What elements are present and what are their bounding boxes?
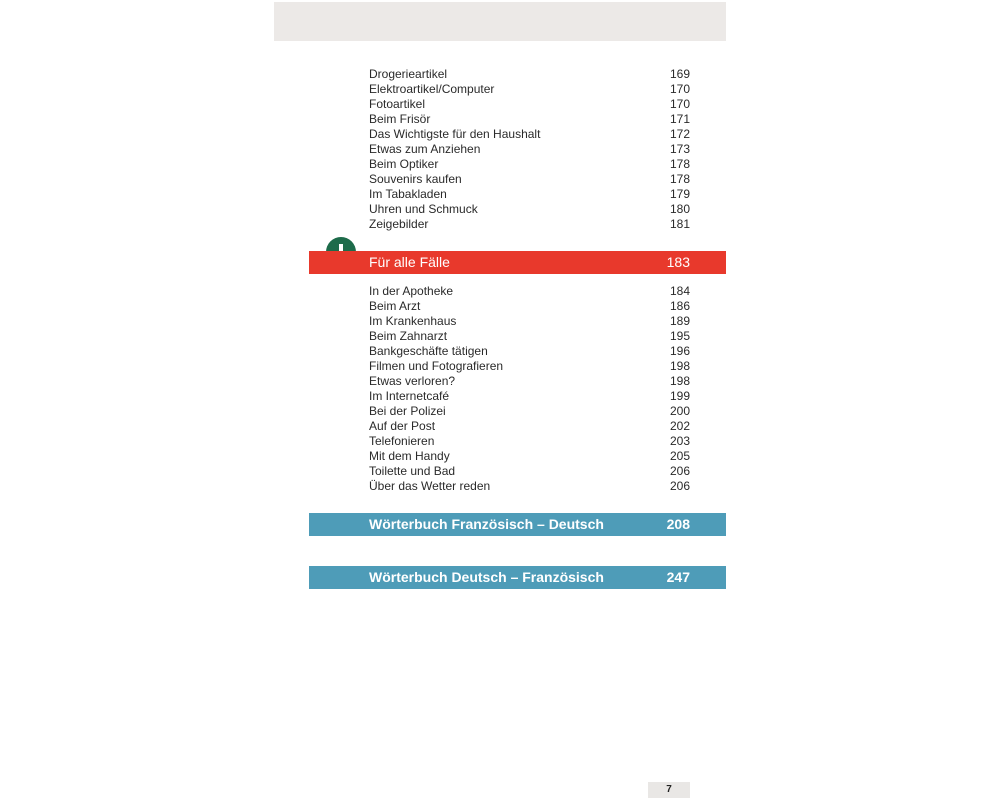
chapter-bar-dictionary-de-fr[interactable] xyxy=(309,566,726,589)
toc-entry[interactable] xyxy=(369,202,690,217)
toc-entry-page: 172 xyxy=(669,127,690,141)
toc-entry-label: Beim Optiker xyxy=(369,157,439,171)
chapter-title: Für alle Fälle xyxy=(369,254,450,270)
toc-entry[interactable] xyxy=(369,344,690,359)
chapter-page: 183 xyxy=(666,254,690,270)
toc-entry-page: 206 xyxy=(669,464,690,478)
toc-entry[interactable] xyxy=(369,284,690,299)
toc-entry-page: 198 xyxy=(669,374,690,388)
toc-entry[interactable] xyxy=(369,217,690,232)
header-band xyxy=(274,2,726,41)
toc-entry-label: In der Apotheke xyxy=(369,284,454,298)
toc-entry-label: Telefonieren xyxy=(369,434,435,448)
toc-entry-label: Beim Arzt xyxy=(369,299,421,313)
toc-entry[interactable] xyxy=(369,479,690,494)
toc-entry-page: 206 xyxy=(669,479,690,493)
toc-entry-page: 180 xyxy=(669,202,690,216)
toc-list-shopping xyxy=(369,67,690,232)
toc-entry-page: 198 xyxy=(669,359,690,373)
toc-entry[interactable] xyxy=(369,157,690,172)
toc-entry-page: 181 xyxy=(669,217,690,231)
toc-entry-label: Beim Frisör xyxy=(369,112,431,126)
toc-entry-page: 195 xyxy=(669,329,690,343)
toc-entry-label: Mit dem Handy xyxy=(369,449,450,463)
toc-entry[interactable] xyxy=(369,434,690,449)
toc-entry[interactable] xyxy=(369,419,690,434)
toc-entry-label: Auf der Post xyxy=(369,419,436,433)
chapter-title: Wörterbuch Französisch – Deutsch xyxy=(369,516,604,532)
toc-entry-label: Fotoartikel xyxy=(369,97,426,111)
toc-entry-label: Im Krankenhaus xyxy=(369,314,457,328)
toc-entry[interactable] xyxy=(369,82,690,97)
toc-entry[interactable] xyxy=(369,187,690,202)
toc-entry-page: 205 xyxy=(669,449,690,463)
toc-entry-page: 189 xyxy=(669,314,690,328)
toc-entry[interactable] xyxy=(369,142,690,157)
toc-entry-label: Im Tabakladen xyxy=(369,187,447,201)
toc-entry-page: 199 xyxy=(669,389,690,403)
toc-list-emergency xyxy=(369,284,690,494)
toc-entry-page: 170 xyxy=(669,82,690,96)
toc-entry-label: Bankgeschäfte tätigen xyxy=(369,344,488,358)
toc-entry[interactable] xyxy=(369,112,690,127)
toc-entry[interactable] xyxy=(369,127,690,142)
toc-entry[interactable] xyxy=(369,449,690,464)
toc-entry-label: Etwas verloren? xyxy=(369,374,456,388)
chapter-title: Wörterbuch Deutsch – Französisch xyxy=(369,569,604,585)
toc-entry-label: Beim Zahnarzt xyxy=(369,329,448,343)
toc-entry-page: 178 xyxy=(669,172,690,186)
toc-entry-page: 196 xyxy=(669,344,690,358)
toc-entry-page: 179 xyxy=(669,187,690,201)
page-number: 7 xyxy=(648,782,690,798)
chapter-bar-dictionary-fr-de[interactable] xyxy=(309,513,726,536)
toc-entry-label: Über das Wetter reden xyxy=(369,479,491,493)
toc-entry-label: Das Wichtigste für den Haushalt xyxy=(369,127,541,141)
chapter-page: 208 xyxy=(666,516,690,532)
toc-entry[interactable] xyxy=(369,404,690,419)
toc-entry-label: Toilette und Bad xyxy=(369,464,456,478)
toc-entry[interactable] xyxy=(369,374,690,389)
toc-entry[interactable] xyxy=(369,464,690,479)
toc-entry-page: 171 xyxy=(669,112,690,126)
toc-entry[interactable] xyxy=(369,389,690,404)
toc-entry[interactable] xyxy=(369,172,690,187)
toc-entry-label: Souvenirs kaufen xyxy=(369,172,462,186)
toc-entry-label: Zeigebilder xyxy=(369,217,429,231)
toc-entry-label: Etwas zum Anziehen xyxy=(369,142,481,156)
toc-entry-page: 178 xyxy=(669,157,690,171)
toc-entry-page: 170 xyxy=(669,97,690,111)
toc-entry-label: Bei der Polizei xyxy=(369,404,446,418)
toc-entry[interactable] xyxy=(369,314,690,329)
toc-entry-label: Im Internetcafé xyxy=(369,389,450,403)
toc-entry-page: 184 xyxy=(669,284,690,298)
toc-entry-page: 200 xyxy=(669,404,690,418)
toc-entry[interactable] xyxy=(369,299,690,314)
toc-entry-label: Filmen und Fotografieren xyxy=(369,359,504,373)
toc-entry-page: 202 xyxy=(669,419,690,433)
toc-entry[interactable] xyxy=(369,359,690,374)
toc-entry[interactable] xyxy=(369,67,690,82)
toc-entry[interactable] xyxy=(369,97,690,112)
toc-entry-page: 169 xyxy=(669,67,690,81)
toc-entry-label: Uhren und Schmuck xyxy=(369,202,478,216)
toc-entry-label: Elektroartikel/Computer xyxy=(369,82,495,96)
chapter-bar-emergency[interactable] xyxy=(309,251,726,274)
toc-entry-page: 173 xyxy=(669,142,690,156)
chapter-page: 247 xyxy=(666,569,690,585)
toc-entry-page: 186 xyxy=(669,299,690,313)
toc-entry[interactable] xyxy=(369,329,690,344)
toc-entry-label: Drogerieartikel xyxy=(369,67,448,81)
toc-entry-page: 203 xyxy=(669,434,690,448)
